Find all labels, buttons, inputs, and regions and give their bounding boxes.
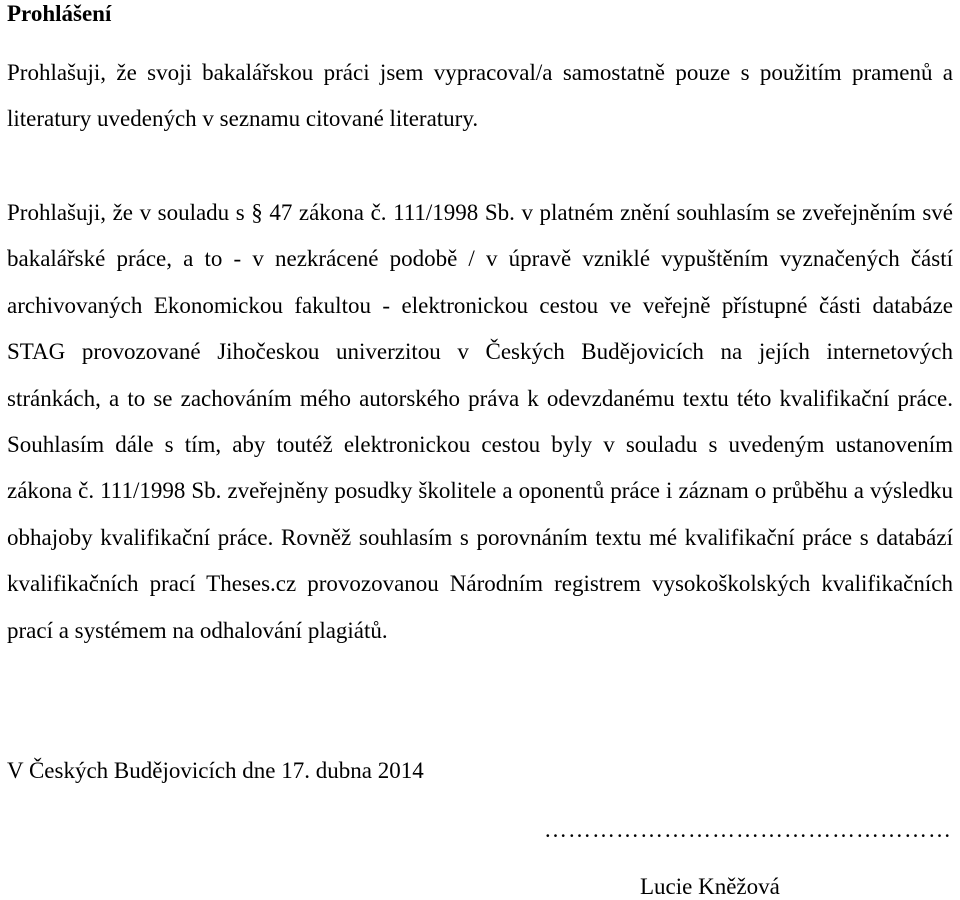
place-and-date: V Českých Budějovicích dne 17. dubna 2014 (7, 758, 424, 783)
page-title: Prohlášení (7, 1, 112, 26)
declaration-paragraph-authorship: Prohlašuji, že svoji bakalářskou práci jsem vypracoval/a samostatně pouze s použitím pramenů a literatury uvedených v seznamu citované literatury. (7, 60, 953, 132)
signature-line: …………………………………………… (544, 817, 952, 842)
signature-name: Lucie Kněžová (640, 874, 780, 899)
declaration-paragraph-publication-consent: Prohlašuji, že v souladu s § 47 zákona č. 111/1998 Sb. v platném znění souhlasím se zveřejněním své bakalářské práce, a to - v nezkrácené podobě / v úpravě vzniklé vypuštěním vyznačených částí archivovaných Ekonomickou fakultou - elektronickou cestou ve veřejně přístupné části databáze STAG provozované Jihočeskou univerzitou v Českých Budějovicích na jejích internetových stránkách, a to se zachováním mého autorského práva k odevzdanému textu této kvalifikační práce. Souhlasím dále s tím, aby toutéž elektronickou cestou byly v souladu s uvedeným ustanovením zákona č. 111/1998 Sb. zveřejněny posudky školitele a oponentů práce i záznam o průběhu a výsledku obhajoby kvalifikační práce. Rovněž souhlasím s porovnáním textu mé kvalifikační práce s databází kvalifikačních prací Theses.cz provozovanou Národním registrem vysokoškolských kvalifikačních prací a systémem na odhalování plagiátů. (7, 200, 953, 643)
